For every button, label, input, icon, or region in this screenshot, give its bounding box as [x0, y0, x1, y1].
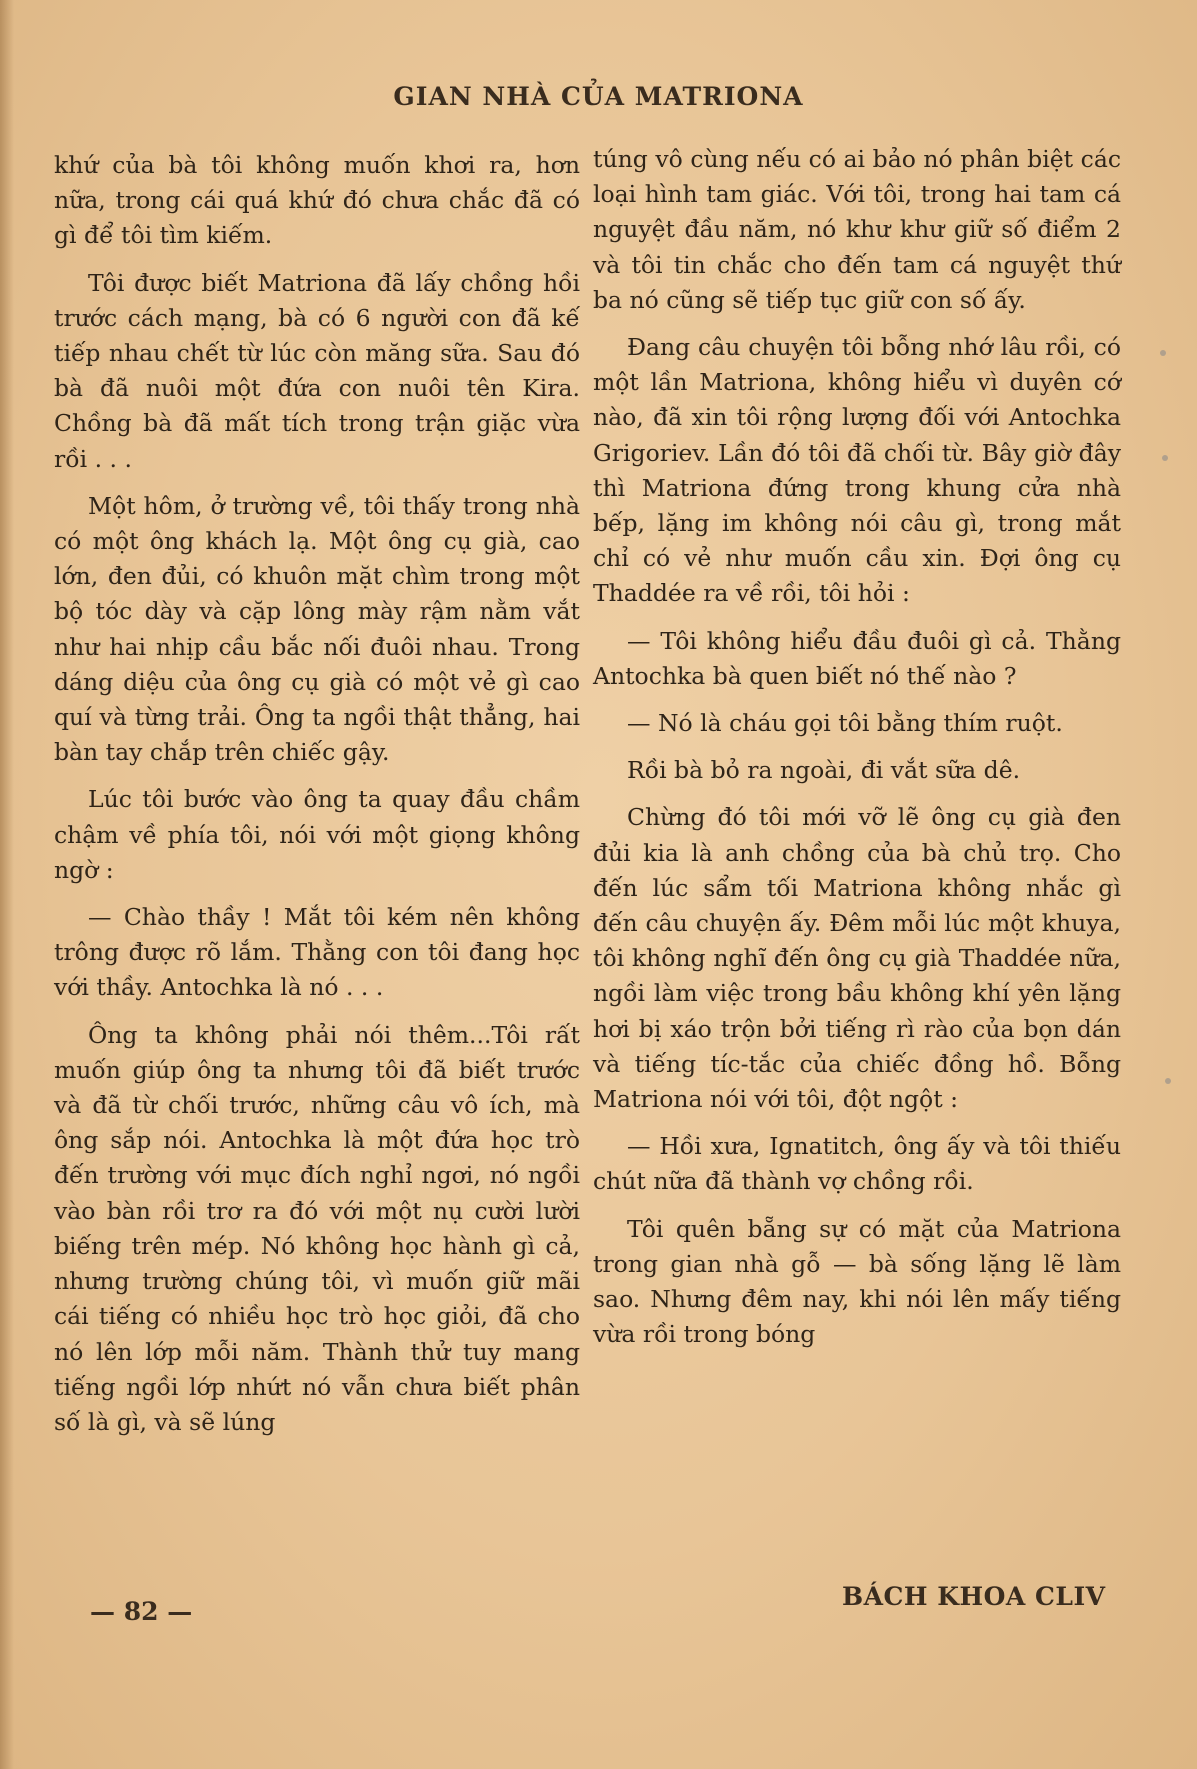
paper-speck — [1160, 350, 1166, 356]
dialogue-paragraph: — Chào thầy ! Mắt tôi kém nên không trông được rõ lắm. Thằng con tôi đang học với thầy. Antochka là nó . . . — [54, 903, 580, 1002]
paragraph: Tôi quên bẵng sự có mặt của Matriona trong gian nhà gỗ — bà sống lặng lẽ làm sao. Nhưng đêm nay, khi nói lên mấy tiếng vừa rồi trong bóng — [593, 1214, 1121, 1349]
paragraph: Chừng đó tôi mới vỡ lẽ ông cụ già đen đủi kia là anh chồng của bà chủ trọ. Cho đến lúc sẩm tối Matriona không nhắc gì đến câu chuyện ấy. Đêm mỗi lúc một khuya, tôi không nghĩ đến ông cụ già Thaddée nữa, ngồi làm việc trong bầu không khí yên lặng hơi bị xáo trộn bởi tiếng rì rào của bọn dán và tiếng tíc-tắc của chiếc đồng hồ. Bỗng Matriona nói với tôi, đột ngột : — [593, 803, 1121, 1114]
paragraph: Rồi bà bỏ ra ngoài, đi vắt sữa dê. — [627, 756, 1021, 785]
left-column — [54, 148, 580, 1452]
paragraph: túng vô cùng nếu có ai bảo nó phân biệt các loại hình tam giác. Với tôi, trong hai tam cá nguyệt đầu năm, nó khư khư giữ số điểm 2 và tôi tin chắc cho đến tam cá nguyệt thứ ba nó cũng sẽ tiếp tục giữ con số ấy. — [593, 145, 1121, 314]
dialogue-paragraph: — Tôi không hiểu đầu đuôi gì cả. Thằng Antochka bà quen biết nó thế nào ? — [593, 626, 1121, 690]
paragraph: Ông ta không phải nói thêm...Tôi rất muốn giúp ông ta nhưng tôi đã biết trước và đã từ chối trước, những câu vô ích, mà ông sắp nói. Antochka là một đứa học trò đến trường với mục đích nghỉ ngơi, nó ngồi vào bàn rồi trơ ra đó với một nụ cười lười biếng trên mép. Nó không học hành gì cả, nhưng trường chúng tôi, vì muốn giữ mãi cái tiếng có nhiều học trò học giỏi, đã cho nó lên lớp mỗi năm. Thành thử tuy mang tiếng ngồi lớp nhứt nó vẫn chưa biết phân số là gì, và sẽ lúng — [54, 1020, 580, 1436]
page-edge-shadow — [0, 0, 14, 1769]
paper-speck — [1162, 455, 1168, 461]
magazine-issue: BÁCH KHOA CLIV — [842, 1582, 1106, 1611]
dialogue-paragraph: — Nó là cháu gọi tôi bằng thím ruột. — [627, 709, 1063, 738]
dialogue-paragraph: — Hồi xưa, Ignatitch, ông ấy và tôi thiếu chút nữa đã thành vợ chồng rồi. — [593, 1132, 1121, 1196]
paragraph: Lúc tôi bước vào ông ta quay đầu chầm chậm về phía tôi, nói với một giọng không ngờ : — [54, 785, 580, 884]
paragraph: Đang câu chuyện tôi bỗng nhớ lâu rồi, có một lần Matriona, không hiểu vì duyên cớ nào, đã xin tôi rộng lượng đối với Antochka Grigoriev. Lần đó tôi đã chối từ. Bây giờ đây thì Matriona đứng trong khung cửa nhà bếp, lặng im không nói câu gì, trong mắt chỉ có vẻ như muốn cầu xin. Đợi ông cụ Thaddée ra về rồi, tôi hỏi : — [593, 333, 1121, 608]
running-title: GIAN NHÀ CỦA MATRIONA — [393, 82, 804, 111]
page-number: — 82 — — [90, 1597, 193, 1626]
right-column — [593, 142, 1121, 1365]
paragraph: khứ của bà tôi không muốn khơi ra, hơn nữa, trong cái quá khứ đó chưa chắc đã có gì để tôi tìm kiếm. — [54, 151, 580, 250]
paper-speck — [1165, 1078, 1171, 1084]
paragraph: Một hôm, ở trường về, tôi thấy trong nhà có một ông khách lạ. Một ông cụ già, cao lớn, đen đủi, có khuôn mặt chìm trong một bộ tóc dày và cặp lông mày rậm nằm vắt như hai nhịp cầu bắc nối đuôi nhau. Trong dáng diệu của ông cụ già có một vẻ gì cao quí và từng trải. Ông ta ngồi thật thẳng, hai bàn tay chắp trên chiếc gậy. — [54, 491, 580, 767]
paragraph: Tôi được biết Matriona đã lấy chồng hồi trước cách mạng, bà có 6 người con đã kế tiếp nhau chết từ lúc còn măng sữa. Sau đó bà đã nuôi một đứa con nuôi tên Kira. Chồng bà đã mất tích trong trận giặc vừa rồi . . . — [54, 268, 580, 473]
